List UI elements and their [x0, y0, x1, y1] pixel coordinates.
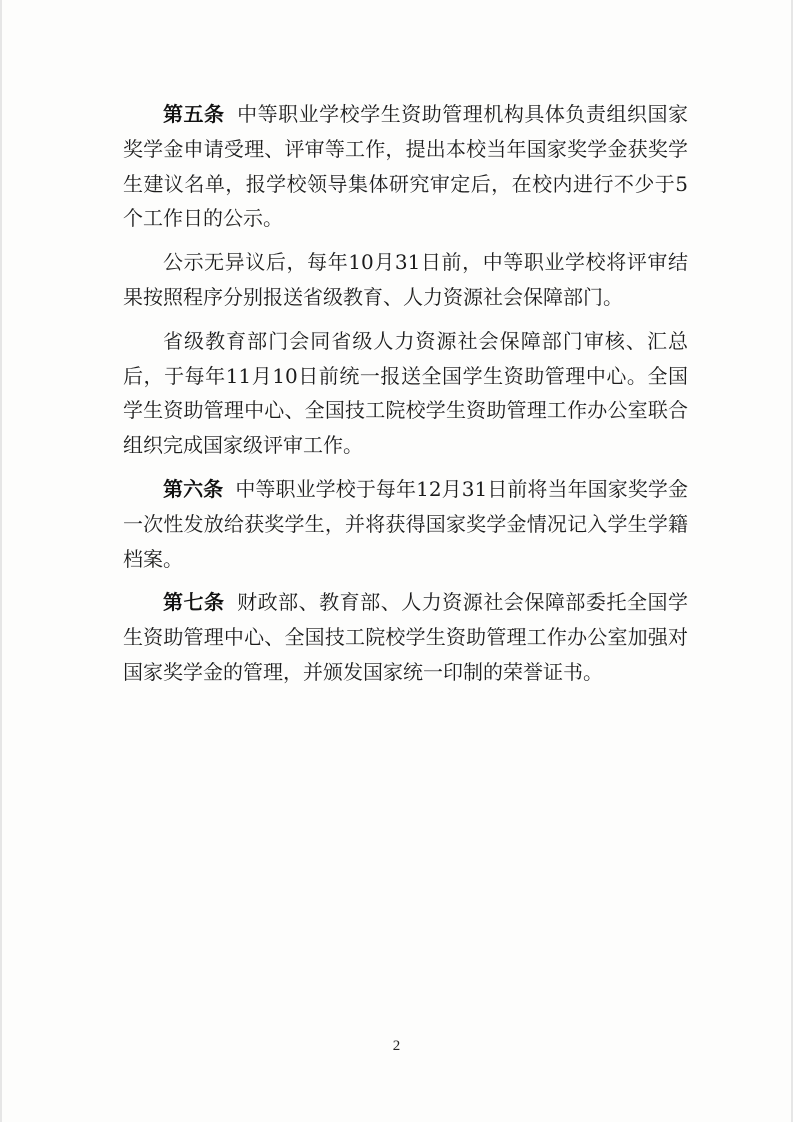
article-6-paragraph — [123, 472, 688, 576]
article-7-label: 第七条 — [163, 590, 225, 615]
page-number: 2 — [392, 1038, 401, 1054]
publicity-text: 公示无异议后，每年10月31日前，中等职业学校将评审结果按照程序分别报送省级教育、人力资源社会保障部门。 — [123, 250, 688, 309]
document-body — [123, 97, 688, 690]
article-6-label: 第六条 — [163, 476, 224, 501]
provincial-review-text: 省级教育部门会同省级人力资源社会保障部门审核、汇总后，于每年11月10日前统一报送全国学生资助管理中心。全国学生资助管理中心、全国技工院校学生资助管理工作办公室联合组织完成国家级评审工作。 — [123, 328, 688, 458]
article-7-paragraph — [123, 585, 688, 689]
article-6-text: 中等职业学校于每年12月31日前将当年国家奖学金一次性发放给获奖学生，并将获得国家奖学金情况记入学生学籍档案。 — [123, 476, 689, 571]
article-5-paragraph — [123, 97, 688, 236]
article-5-label: 第五条 — [163, 102, 225, 126]
publicity-paragraph — [123, 245, 688, 315]
scan-edge-left — [0, 0, 2, 1122]
article-5-text: 中等职业学校学生资助管理机构具体负责组织国家奖学金申请受理、评审等工作，提出本校当年国家奖学金获奖学生建议名单，报学校领导集体研究审定后，在校内进行不少于5个工作日的公示。 — [123, 102, 689, 231]
provincial-review-paragraph — [123, 324, 688, 463]
article-7-text: 财政部、教育部、人力资源社会保障部委托全国学生资助管理中心、全国技工院校学生资助管理工作办公室加强对国家奖学金的管理，并颁发国家统一印制的荣誉证书。 — [123, 590, 689, 684]
